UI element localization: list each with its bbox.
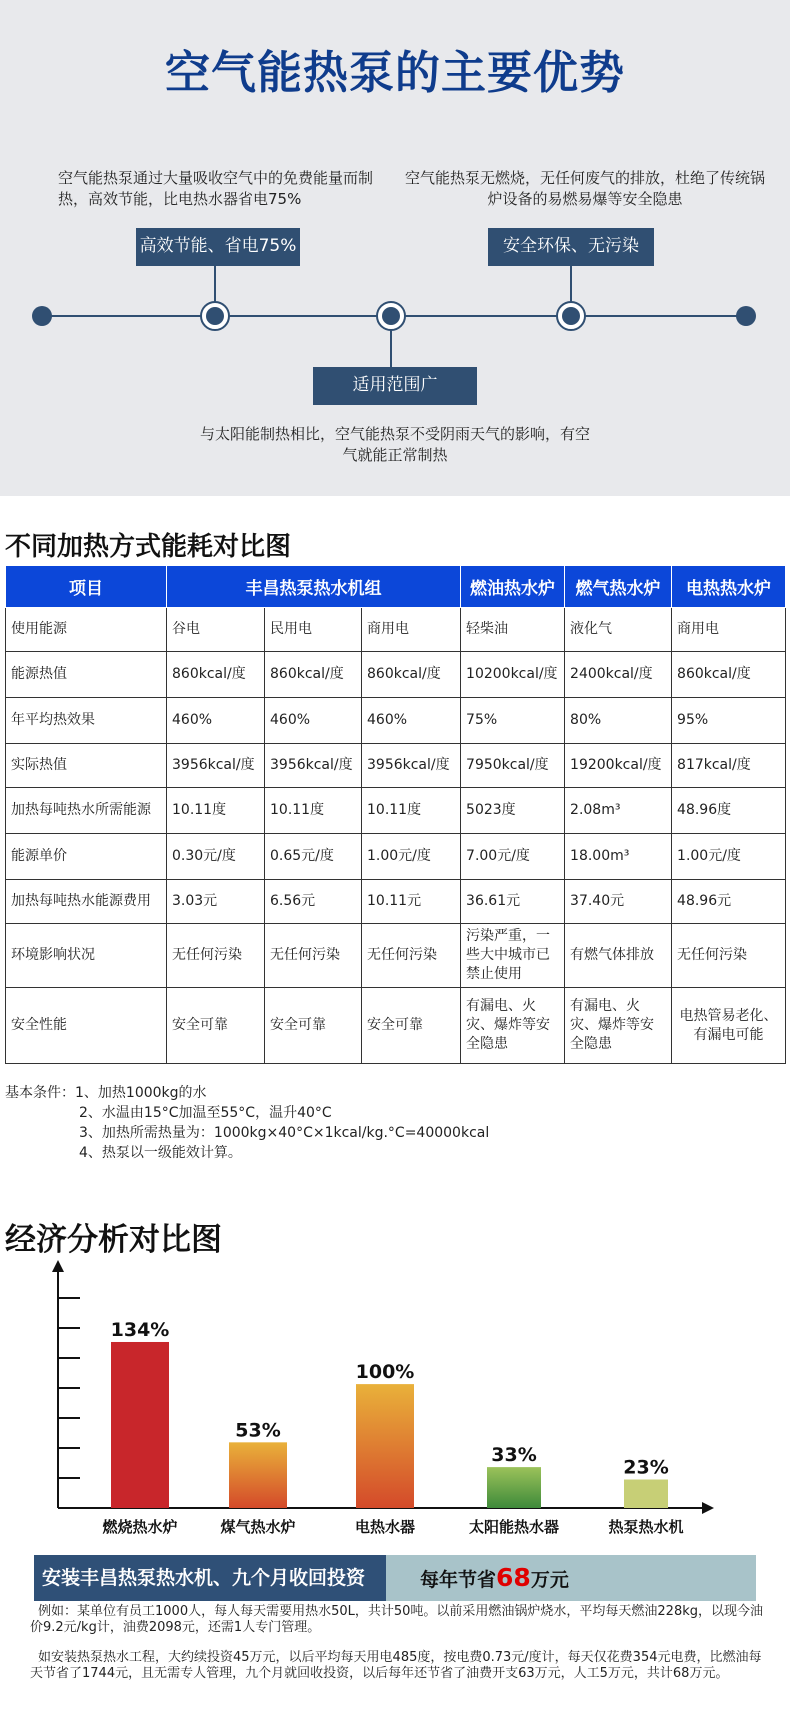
category-label: 电热水器	[354, 1518, 416, 1536]
category-label: 太阳能热水器	[468, 1518, 560, 1536]
table-row	[6, 788, 786, 834]
table-cell: 75%	[461, 698, 565, 744]
desc-safety: 空气能热泵无燃烧，无任何废气的排放，杜绝了传统锅炉设备的易燃易爆等安全隐患	[405, 169, 766, 208]
table-cell: 10.11度	[362, 788, 461, 834]
table-cell: 安全可靠	[265, 988, 362, 1064]
table-cell: 谷电	[167, 608, 265, 652]
row-label: 加热每吨热水所需能源	[6, 788, 167, 834]
table-cell: 液化气	[565, 608, 672, 652]
banner-savings-number: 68	[496, 1563, 531, 1592]
table-row	[6, 652, 786, 698]
table-header-row	[6, 566, 786, 608]
table-cell: 安全可靠	[167, 988, 265, 1064]
banner-savings-unit: 万元	[530, 1569, 569, 1591]
bar	[229, 1442, 287, 1508]
row-label: 环境影响状况	[6, 924, 167, 988]
label-wide-range: 适用范围广	[313, 367, 477, 405]
header-oil: 燃油热水炉	[461, 566, 565, 608]
table-cell: 有漏电、火灾、爆炸等安全隐患	[461, 988, 565, 1064]
timeline-node-safe	[557, 302, 585, 330]
table-cell: 37.40元	[565, 880, 672, 924]
timeline-graphic	[0, 0, 790, 496]
label-energy-saving: 高效节能、省电75%	[136, 228, 300, 266]
table-row	[6, 880, 786, 924]
table-cell: 460%	[167, 698, 265, 744]
condition-item: 4、热泵以一级能效计算。	[79, 1145, 242, 1161]
table-cell: 860kcal/度	[362, 652, 461, 698]
y-axis-arrow	[52, 1260, 64, 1272]
chart-bars	[101, 1319, 683, 1536]
table-cell: 7.00元/度	[461, 834, 565, 880]
table-row	[6, 988, 786, 1064]
bar-value-label: 134%	[110, 1318, 170, 1341]
timeline-end-dot	[736, 306, 756, 326]
table-cell: 1.00元/度	[672, 834, 786, 880]
banner-payback-text: 安装丰昌热泵热水机、九个月收回投资	[34, 1555, 386, 1601]
bar	[356, 1384, 414, 1508]
table-cell: 860kcal/度	[672, 652, 786, 698]
comparison-title: 不同加热方式能耗对比图	[5, 532, 292, 562]
timeline-node-range	[377, 302, 405, 330]
table-cell: 1.00元/度	[362, 834, 461, 880]
table-cell: 817kcal/度	[672, 744, 786, 788]
table-cell: 无任何污染	[672, 924, 786, 988]
table-cell: 860kcal/度	[167, 652, 265, 698]
timeline-start-dot	[32, 306, 52, 326]
table-row	[6, 924, 786, 988]
economics-chart	[0, 1255, 790, 1545]
bar-value-label: 53%	[235, 1419, 281, 1442]
header-gas: 燃气热水炉	[565, 566, 672, 608]
table-row	[6, 698, 786, 744]
table-cell: 有燃气体排放	[565, 924, 672, 988]
bar-value-label: 23%	[623, 1456, 669, 1479]
desc-wide-range: 与太阳能制热相比，空气能热泵不受阴雨天气的影响，有空气就能正常制热	[200, 425, 591, 464]
table-row	[6, 608, 786, 652]
table-cell: 860kcal/度	[265, 652, 362, 698]
label-safe-clean: 安全环保、无污染	[488, 228, 654, 266]
bar	[624, 1480, 668, 1508]
comparison-table	[5, 565, 786, 1064]
table-cell: 商用电	[362, 608, 461, 652]
basic-conditions	[5, 1083, 489, 1163]
desc-energy-saving: 空气能热泵通过大量吸收空气中的免费能量而制热，高效节能，比电热水器省电75%	[58, 169, 374, 208]
table-cell: 3.03元	[167, 880, 265, 924]
table-cell: 安全可靠	[362, 988, 461, 1064]
table-cell: 95%	[672, 698, 786, 744]
table-cell: 2400kcal/度	[565, 652, 672, 698]
category-label: 热泵热水机	[608, 1518, 684, 1536]
economics-title: 经济分析对比图	[5, 1222, 222, 1258]
category-label: 燃烧热水炉	[102, 1518, 178, 1536]
banner-savings	[386, 1555, 756, 1601]
table-cell: 18.00m³	[565, 834, 672, 880]
row-label: 加热每吨热水能源费用	[6, 880, 167, 924]
table-cell: 5023度	[461, 788, 565, 834]
table-cell: 无任何污染	[362, 924, 461, 988]
table-cell: 48.96度	[672, 788, 786, 834]
table-cell: 无任何污染	[167, 924, 265, 988]
table-cell: 商用电	[672, 608, 786, 652]
table-cell: 有漏电、火灾、爆炸等安全隐患	[565, 988, 672, 1064]
condition-item: 3、加热所需热量为：1000kg×40°C×1kcal/kg.°C=40000kcal	[79, 1125, 490, 1141]
table-cell: 无任何污染	[265, 924, 362, 988]
table-cell: 3956kcal/度	[167, 744, 265, 788]
table-cell: 0.30元/度	[167, 834, 265, 880]
row-label: 实际热值	[6, 744, 167, 788]
table-row	[6, 834, 786, 880]
table-cell: 轻柴油	[461, 608, 565, 652]
table-cell: 10.11度	[265, 788, 362, 834]
table-cell: 3956kcal/度	[362, 744, 461, 788]
condition-item: 2、水温由15°C加温至55°C，温升40°C	[79, 1105, 332, 1121]
bar	[111, 1342, 169, 1508]
header-electric: 电热热水炉	[672, 566, 786, 608]
row-label: 使用能源	[6, 608, 167, 652]
row-label: 能源单价	[6, 834, 167, 880]
table-cell: 460%	[265, 698, 362, 744]
header-item: 项目	[6, 566, 167, 608]
table-cell: 0.65元/度	[265, 834, 362, 880]
payback-banner	[34, 1555, 756, 1601]
row-label: 能源热值	[6, 652, 167, 698]
example-paragraph-1: 例如：某单位有员工1000人，每人每天需要用热水50L，共计50吨。以前采用燃油锅炉烧水，平均每天燃油228kg，以现今油价9.2元/kg计，油费2098元，还需1人专门管理。	[30, 1604, 764, 1635]
table-cell: 19200kcal/度	[565, 744, 672, 788]
table-cell: 6.56元	[265, 880, 362, 924]
advantages-title: 空气能热泵的主要优势	[164, 46, 625, 99]
table-cell: 10.11元	[362, 880, 461, 924]
table-cell: 7950kcal/度	[461, 744, 565, 788]
row-label: 安全性能	[6, 988, 167, 1064]
table-row	[6, 744, 786, 788]
table-cell: 48.96元	[672, 880, 786, 924]
table-cell: 3956kcal/度	[265, 744, 362, 788]
table-cell: 80%	[565, 698, 672, 744]
table-cell: 10200kcal/度	[461, 652, 565, 698]
x-axis-arrow	[702, 1502, 714, 1514]
table-cell: 2.08m³	[565, 788, 672, 834]
timeline-node-energy	[201, 302, 229, 330]
table-cell: 36.61元	[461, 880, 565, 924]
category-label: 煤气热水炉	[220, 1518, 296, 1536]
table-cell: 污染严重，一些大中城市已禁止使用	[461, 924, 565, 988]
table-cell: 460%	[362, 698, 461, 744]
advantages-section	[0, 0, 790, 496]
banner-savings-prefix: 每年节省	[420, 1569, 497, 1591]
example-paragraph-2: 如安装热泵热水工程，大约续投资45万元，以后平均每天用电485度，按电费0.73元/度计，每天仅花费354元电费，比燃油每天节省了1744元，且无需专人管理，九个月就回收投资，以后每年还节省了油费开支63万元，人工5万元，共计68万元。	[30, 1650, 762, 1681]
bar-value-label: 100%	[355, 1361, 415, 1384]
bar	[487, 1467, 541, 1508]
bar-value-label: 33%	[491, 1444, 537, 1467]
table-cell: 电热管易老化、有漏电可能	[672, 988, 786, 1064]
table-cell: 10.11度	[167, 788, 265, 834]
condition-lead: 基本条件：1、加热1000kg的水	[5, 1085, 207, 1101]
table-cell: 民用电	[265, 608, 362, 652]
row-label: 年平均热效果	[6, 698, 167, 744]
header-heatpump: 丰昌热泵热水机组	[167, 566, 461, 608]
